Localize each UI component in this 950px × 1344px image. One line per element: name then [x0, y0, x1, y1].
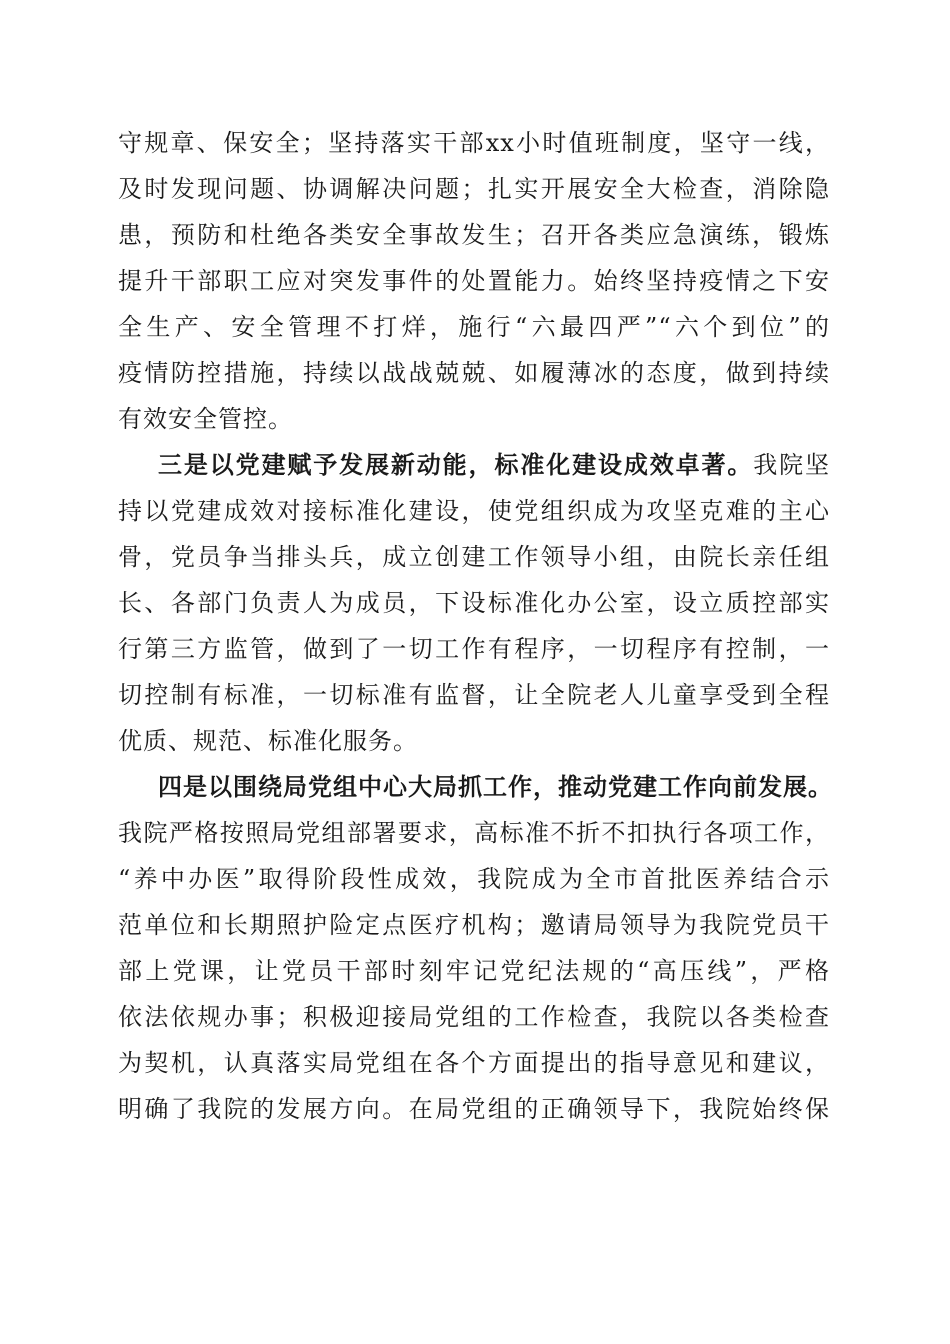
paragraph-heading: 三是以党建赋予发展新动能，标准化建设成效卓著。: [158, 450, 754, 479]
paragraph-heading: 四是以围绕局党组中心大局抓工作，推动党建工作向前发展。: [158, 772, 833, 801]
paragraph-safety: [118, 120, 830, 442]
text-line: 提升干部职工应对突发事件的处置能力。始终坚持疫情之下安: [118, 267, 830, 295]
text-line: 为契机，认真落实局党组在各个方面提出的指导意见和建议，: [118, 1049, 830, 1077]
text-line: 长、各部门负责人为成员，下设标准化办公室，设立质控部实: [118, 589, 830, 617]
document-body: [118, 120, 833, 1132]
text-line: 持以党建成效对接标准化建设，使党组织成为攻坚克难的主心: [118, 497, 830, 525]
paragraph-heading-tail: 我院坚: [753, 451, 831, 479]
text-line: 疫情防控措施，持续以战战兢兢、如履薄冰的态度，做到持续: [118, 359, 830, 387]
text-line: 明确了我院的发展方向。在局党组的正确领导下，我院始终保: [118, 1095, 830, 1123]
text-line: 全生产、安全管理不打烊，施行“六最四严”“六个到位”的: [118, 313, 830, 341]
text-line: 骨，党员争当排头兵，成立创建工作领导小组，由院长亲任组: [118, 543, 830, 571]
text-line: 有效安全管控。: [118, 405, 293, 433]
text-line: 行第三方监管，做到了一切工作有程序，一切程序有控制，一: [118, 635, 830, 663]
paragraph-standardization: [118, 442, 830, 764]
text-line: 我院严格按照局党组部署要求，高标准不折不扣执行各项工作，: [118, 819, 830, 847]
text-line: 切控制有标准，一切标准有监督，让全院老人儿童享受到全程: [118, 681, 830, 709]
paragraph-first-line: [118, 442, 830, 488]
text-line: 守规章、保安全；坚持落实干部xx小时值班制度，坚守一线，: [118, 129, 830, 157]
text-line: 患，预防和杜绝各类安全事故发生；召开各类应急演练，锻炼: [118, 221, 830, 249]
paragraph-party-work: [118, 764, 833, 1132]
text-line: 范单位和长期照护险定点医疗机构；邀请局领导为我院党员干: [118, 911, 830, 939]
text-line: “养中办医”取得阶段性成效，我院成为全市首批医养结合示: [118, 865, 830, 893]
text-line: 及时发现问题、协调解决问题；扎实开展安全大检查，消除隐: [118, 175, 830, 203]
text-line: 优质、规范、标准化服务。: [118, 727, 418, 755]
text-line: 依法依规办事；积极迎接局党组的工作检查，我院以各类检查: [118, 1003, 830, 1031]
text-line: 部上党课，让党员干部时刻牢记党纪法规的“高压线”，严格: [118, 957, 830, 985]
